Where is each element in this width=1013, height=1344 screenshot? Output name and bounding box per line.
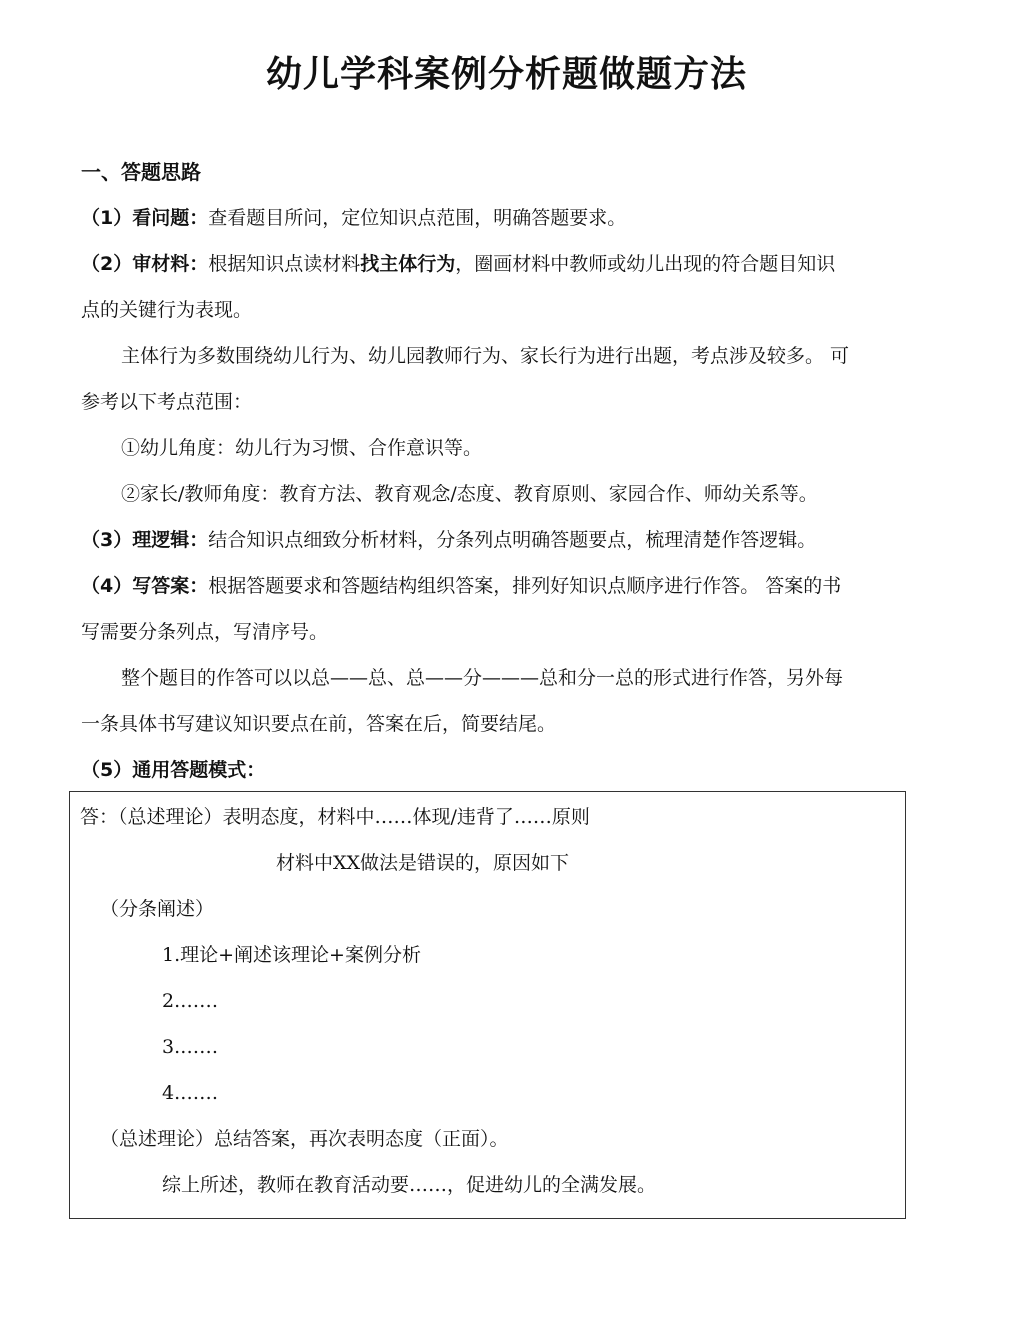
page-title: 幼儿学科案例分析题做题方法: [265, 54, 747, 95]
step-label: （4）写答案：: [81, 575, 209, 597]
step-write-answer-cont: 写需要分条列点，写清序号。: [81, 621, 329, 643]
answer-template-box: [69, 791, 906, 1219]
step-look-question: [81, 206, 626, 230]
step-review-material: [81, 252, 835, 276]
step-general-mode: （5）通用答题模式：: [81, 759, 266, 781]
template-list-item: 1.理论+阐述该理论+案例分析: [162, 944, 421, 966]
paragraph-subject-behavior-cont: 参考以下考点范围：: [81, 391, 253, 413]
paragraph-subject-behavior: 主体行为多数围绕幼儿行为、幼儿园教师行为、家长行为进行出题，考点涉及较多。 可: [121, 345, 850, 367]
template-line: 答：（总述理论）表明态度，材料中……体现/违背了……原则: [80, 806, 590, 828]
step-review-material-cont: 点的关键行为表现。: [81, 299, 253, 321]
template-line: （分条阐述）: [100, 898, 215, 920]
step-label: （2）审材料: [81, 253, 190, 275]
step-label: （3）理逻辑: [81, 529, 190, 551]
step-text: 结合知识点细致分析材料，分条列点明确答题要点，梳理清楚作答逻辑。: [208, 529, 817, 551]
step-logic: [81, 528, 816, 552]
template-line: 材料中XX做法是错误的，原因如下: [276, 852, 570, 874]
paragraph-answer-form-cont: 一条具体书写建议知识要点在前，答案在后，简要结尾。: [81, 713, 557, 735]
paragraph-answer-form: 整个题目的作答可以以总——总、总——分———总和分一总的形式进行作答，另外每: [121, 667, 844, 689]
template-line: （总述理论）总结答案，再次表明态度（正面）。: [100, 1128, 509, 1150]
step-text: 根据答题要求和答题结构组织答案，排列好知识点顺序进行作答。 答案的书: [208, 575, 842, 597]
section-heading: 一、答题思路: [81, 160, 201, 184]
template-list-item: 3.……: [162, 1036, 219, 1058]
template-line: 综上所述，教师在教育活动要……，促进幼儿的全满发展。: [162, 1174, 657, 1196]
label-colon: ：: [189, 207, 209, 229]
step-write-answer: [81, 574, 841, 598]
step-text: 根据知识点读材料: [208, 253, 361, 275]
step-text: 查看题目所问，定位知识点范围，明确答题要求。: [208, 207, 627, 229]
step-text: ，圈画材料中教师或幼儿出现的符合题目知识: [455, 253, 836, 275]
point-child-angle: ①幼儿角度：幼儿行为习惯、合作意识等。: [121, 437, 483, 459]
template-list-item: 4.……: [162, 1082, 219, 1104]
step-label: （1）看问题: [81, 207, 190, 229]
label-colon: ：: [189, 253, 209, 275]
point-parent-teacher-angle: ②家长/教师角度：教育方法、教育观念/态度、教育原则、家园合作、师幼关系等。: [121, 483, 818, 505]
template-list-item: 2.……: [162, 990, 219, 1012]
label-colon: ：: [189, 529, 209, 551]
step-emphasis: 找主体行为: [360, 253, 456, 275]
